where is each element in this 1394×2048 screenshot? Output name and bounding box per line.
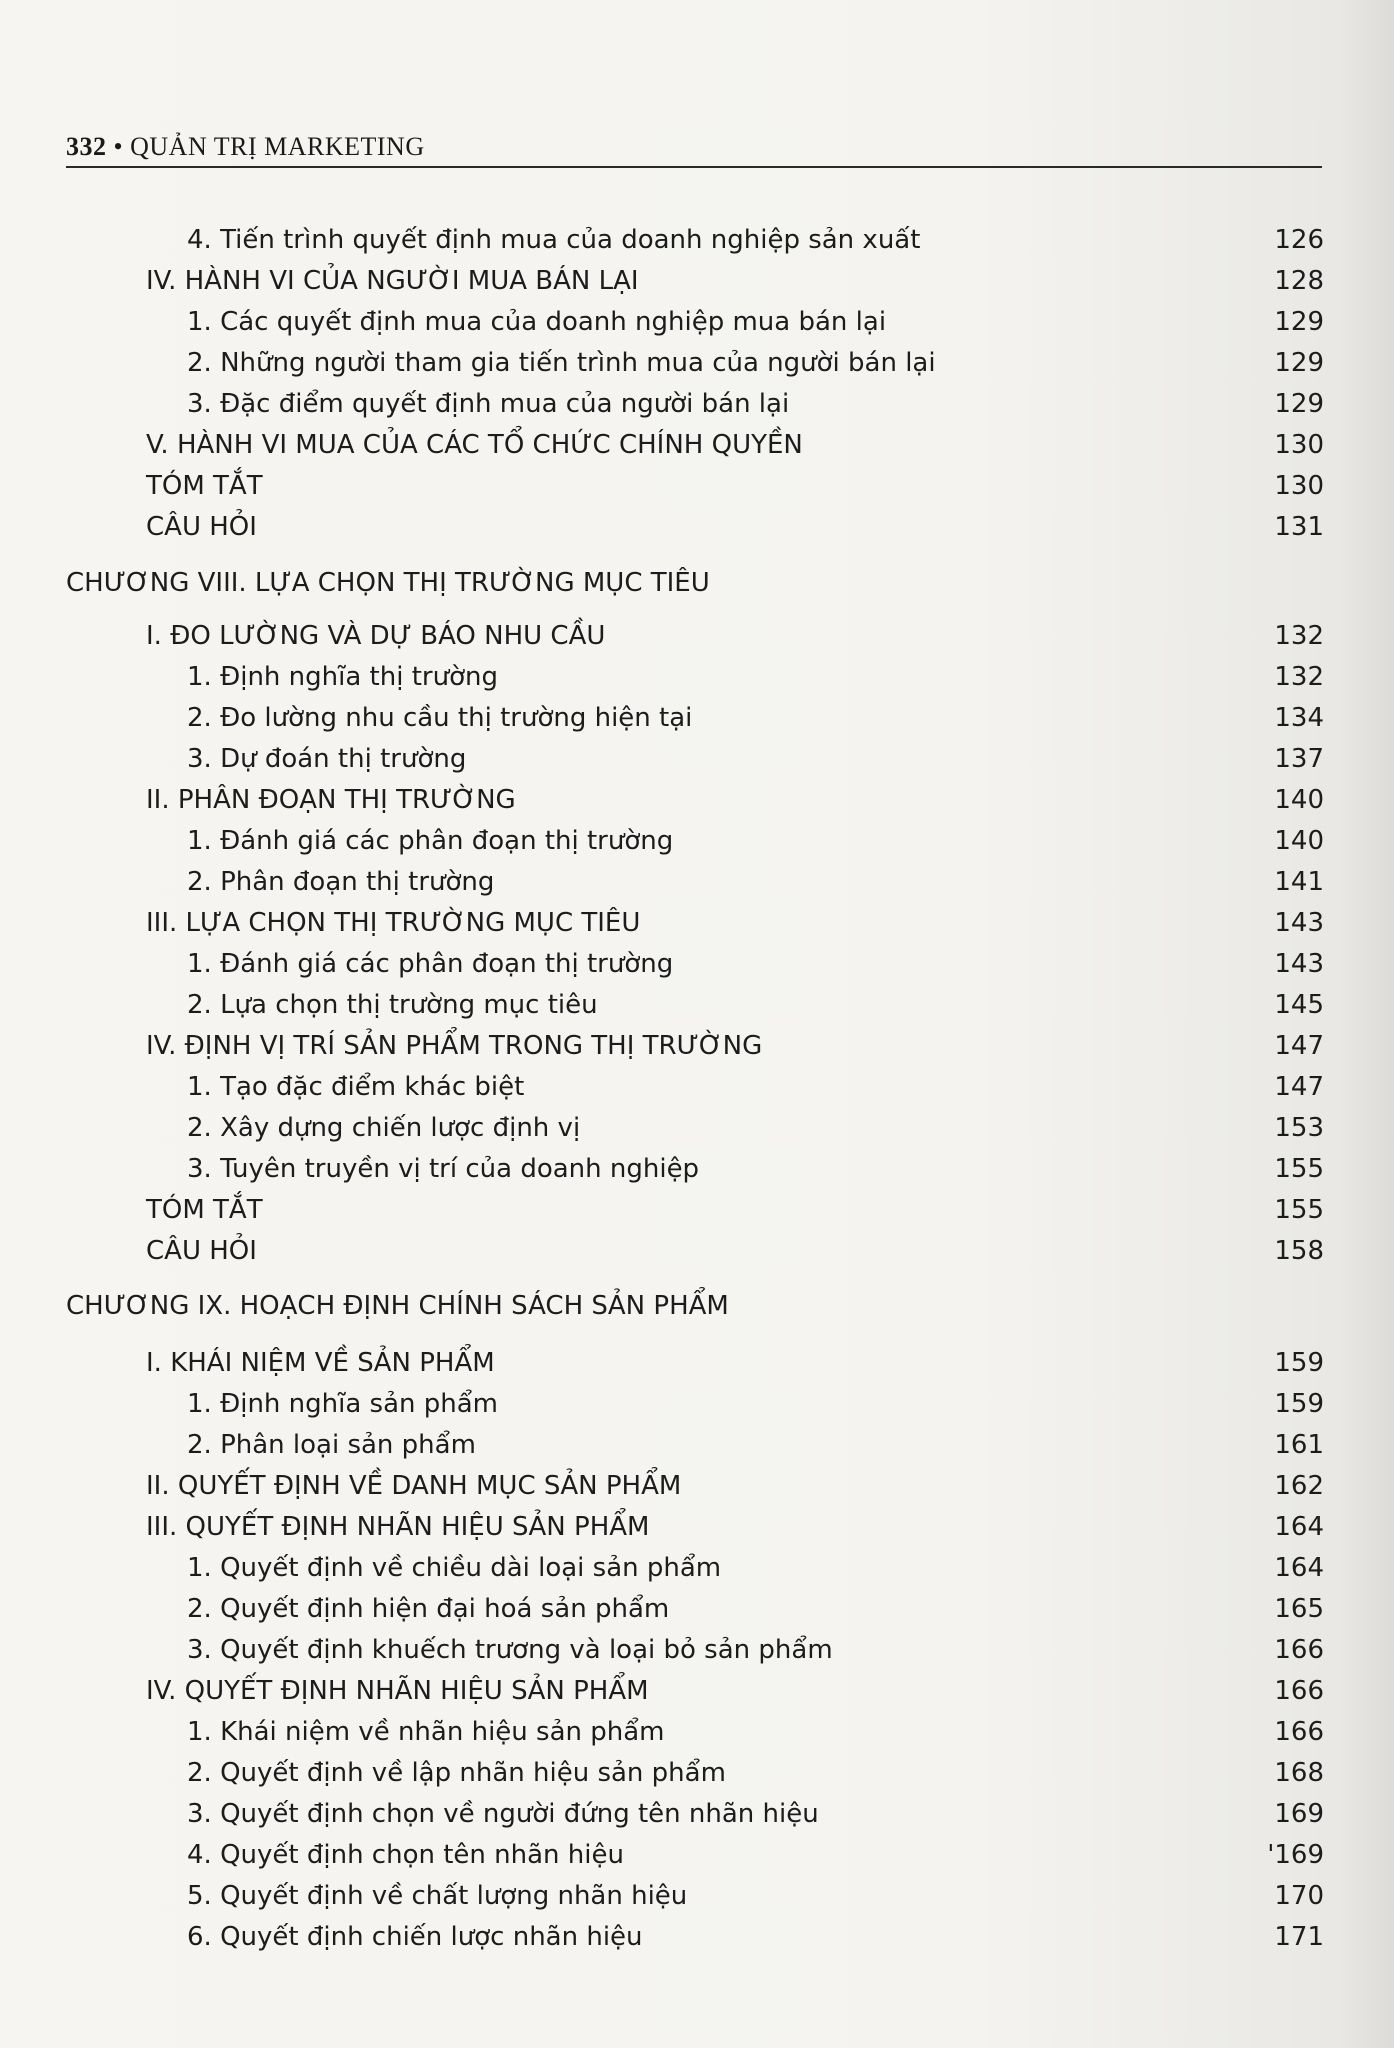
- entry-page: 129: [1274, 307, 1324, 337]
- page-number: 332: [66, 132, 107, 161]
- chapter-title: CHƯƠNG VIII. LỰA CHỌN THỊ TRƯỜNG MỤC TIÊU: [66, 568, 710, 598]
- entry-title: I. ĐO LƯỜNG VÀ DỰ BÁO NHU CẦU: [146, 621, 606, 651]
- toc-entry: [0, 386, 1394, 422]
- entry-title: 1. Định nghĩa thị trường: [187, 662, 498, 692]
- entry-page: 137: [1274, 744, 1324, 774]
- toc-entry: [0, 864, 1394, 900]
- entry-title: 1. Khái niệm về nhãn hiệu sản phẩm: [187, 1717, 665, 1747]
- entry-page: 140: [1274, 826, 1324, 856]
- entry-title: IV. QUYẾT ĐỊNH NHÃN HIỆU SẢN PHẨM: [146, 1676, 649, 1706]
- toc-entry: [0, 741, 1394, 777]
- entry-page: 164: [1274, 1553, 1324, 1583]
- toc-chapter: [0, 1288, 1394, 1324]
- entry-page: 126: [1274, 225, 1324, 255]
- entry-title: 3. Dự đoán thị trường: [187, 744, 467, 774]
- entry-title: 3. Quyết định khuếch trương và loại bỏ sản phẩm: [187, 1635, 833, 1665]
- entry-page: 164: [1274, 1512, 1324, 1542]
- toc-entry: [0, 700, 1394, 736]
- entry-title: 2. Phân đoạn thị trường: [187, 867, 495, 897]
- toc-entry: [0, 1386, 1394, 1422]
- entry-title: TÓM TẮT: [146, 471, 263, 501]
- entry-title: V. HÀNH VI MUA CỦA CÁC TỔ CHỨC CHÍNH QUYỀN: [146, 430, 803, 460]
- toc-entry: [0, 1796, 1394, 1832]
- entry-title: 3. Quyết định chọn về người đứng tên nhãn hiệu: [187, 1799, 819, 1829]
- toc-entry: [0, 1151, 1394, 1187]
- entry-page: 158: [1274, 1236, 1324, 1266]
- entry-title: II. QUYẾT ĐỊNH VỀ DANH MỤC SẢN PHẨM: [146, 1471, 682, 1501]
- entry-title: 3. Đặc điểm quyết định mua của người bán lại: [187, 389, 790, 419]
- toc-entry: [0, 782, 1394, 818]
- entry-title: 2. Những người tham gia tiến trình mua của người bán lại: [187, 348, 936, 378]
- entry-page: 143: [1274, 949, 1324, 979]
- entry-page: 171: [1274, 1922, 1324, 1952]
- entry-page: 143: [1274, 908, 1324, 938]
- toc-entry: [0, 304, 1394, 340]
- toc-entry: [0, 1755, 1394, 1791]
- entry-page: 129: [1274, 348, 1324, 378]
- toc-entry: [0, 1878, 1394, 1914]
- toc-entry: [0, 946, 1394, 982]
- toc-entry: [0, 1550, 1394, 1586]
- entry-page: 153: [1274, 1113, 1324, 1143]
- entry-page: 129: [1274, 389, 1324, 419]
- entry-title: 1. Định nghĩa sản phẩm: [187, 1389, 499, 1419]
- entry-page: 155: [1274, 1154, 1324, 1184]
- entry-title: IV. HÀNH VI CỦA NGƯỜI MUA BÁN LẠI: [146, 266, 639, 296]
- toc-entry: [0, 1919, 1394, 1955]
- entry-page: 166: [1274, 1676, 1324, 1706]
- toc-entry: [0, 1837, 1394, 1873]
- entry-title: 2. Phân loại sản phẩm: [187, 1430, 476, 1460]
- entry-title: IV. ĐỊNH VỊ TRÍ SẢN PHẨM TRONG THỊ TRƯỜNG: [146, 1031, 763, 1061]
- entry-title: I. KHÁI NIỆM VỀ SẢN PHẨM: [146, 1348, 495, 1378]
- entry-title: 2. Quyết định hiện đại hoá sản phẩm: [187, 1594, 670, 1624]
- entry-title: 1. Đánh giá các phân đoạn thị trường: [187, 826, 674, 856]
- toc-entry: [0, 1028, 1394, 1064]
- entry-page: 147: [1274, 1072, 1324, 1102]
- entry-title: 2. Lựa chọn thị trường mục tiêu: [187, 990, 598, 1020]
- entry-title: III. QUYẾT ĐỊNH NHÃN HIỆU SẢN PHẨM: [146, 1512, 650, 1542]
- entry-title: CÂU HỎI: [146, 1236, 257, 1266]
- entry-page: 166: [1274, 1717, 1324, 1747]
- entry-title: 2. Xây dựng chiến lược định vị: [187, 1113, 581, 1143]
- toc-entry: [0, 345, 1394, 381]
- entry-title: 1. Các quyết định mua của doanh nghiệp mua bán lại: [187, 307, 887, 337]
- entry-page: 165: [1274, 1594, 1324, 1624]
- entry-title: III. LỰA CHỌN THỊ TRƯỜNG MỤC TIÊU: [146, 908, 641, 938]
- entry-page: 134: [1274, 703, 1324, 733]
- entry-title: 1. Tạo đặc điểm khác biệt: [187, 1072, 525, 1102]
- toc-entry: [0, 987, 1394, 1023]
- toc-entry: [0, 618, 1394, 654]
- toc-entry: [0, 1192, 1394, 1228]
- toc-entry: [0, 1714, 1394, 1750]
- entry-page: '169: [1267, 1840, 1324, 1870]
- toc-entry: [0, 1427, 1394, 1463]
- toc-entry: [0, 222, 1394, 258]
- toc-entry: [0, 1591, 1394, 1627]
- entry-page: 162: [1274, 1471, 1324, 1501]
- entry-page: 166: [1274, 1635, 1324, 1665]
- entry-title: CÂU HỎI: [146, 512, 257, 542]
- entry-page: 132: [1274, 662, 1324, 692]
- entry-page: 131: [1274, 512, 1324, 542]
- toc-entry: [0, 1468, 1394, 1504]
- entry-page: 155: [1274, 1195, 1324, 1225]
- chapter-title: CHƯƠNG IX. HOẠCH ĐỊNH CHÍNH SÁCH SẢN PHẨM: [66, 1291, 729, 1321]
- entry-page: 170: [1274, 1881, 1324, 1911]
- entry-page: 161: [1274, 1430, 1324, 1460]
- toc-entry: [0, 1345, 1394, 1381]
- entry-title: 4. Quyết định chọn tên nhãn hiệu: [187, 1840, 624, 1870]
- entry-page: 132: [1274, 621, 1324, 651]
- toc-entry: [0, 823, 1394, 859]
- book-title: QUẢN TRỊ MARKETING: [130, 132, 425, 161]
- entry-page: 159: [1274, 1389, 1324, 1419]
- entry-title: II. PHÂN ĐOẠN THỊ TRƯỜNG: [146, 785, 516, 815]
- toc-entry: [0, 1069, 1394, 1105]
- entry-page: 140: [1274, 785, 1324, 815]
- entry-page: 130: [1274, 430, 1324, 460]
- entry-title: TÓM TẮT: [146, 1195, 263, 1225]
- entry-page: 169: [1274, 1799, 1324, 1829]
- entry-page: 128: [1274, 266, 1324, 296]
- entry-title: 5. Quyết định về chất lượng nhãn hiệu: [187, 1881, 688, 1911]
- toc-entry: [0, 1509, 1394, 1545]
- toc-entry: [0, 905, 1394, 941]
- toc-entry: [0, 659, 1394, 695]
- entry-page: 141: [1274, 867, 1324, 897]
- toc-chapter: [0, 565, 1394, 601]
- header-bullet: •: [113, 132, 124, 161]
- entry-page: 168: [1274, 1758, 1324, 1788]
- entry-title: 6. Quyết định chiến lược nhãn hiệu: [187, 1922, 643, 1952]
- toc-entry: [0, 427, 1394, 463]
- entry-title: 1. Đánh giá các phân đoạn thị trường: [187, 949, 674, 979]
- toc-entry: [0, 263, 1394, 299]
- entry-page: 147: [1274, 1031, 1324, 1061]
- toc-entry: [0, 1632, 1394, 1668]
- entry-page: 145: [1274, 990, 1324, 1020]
- toc-entry: [0, 509, 1394, 545]
- entry-title: 1. Quyết định về chiều dài loại sản phẩm: [187, 1553, 722, 1583]
- toc-entry: [0, 1110, 1394, 1146]
- entry-title: 4. Tiến trình quyết định mua của doanh nghiệp sản xuất: [187, 225, 921, 255]
- entry-page: 130: [1274, 471, 1324, 501]
- entry-title: 2. Đo lường nhu cầu thị trường hiện tại: [187, 703, 693, 733]
- toc-entry: [0, 1233, 1394, 1269]
- entry-title: 2. Quyết định về lập nhãn hiệu sản phẩm: [187, 1758, 726, 1788]
- toc-entry: [0, 1673, 1394, 1709]
- entry-page: 159: [1274, 1348, 1324, 1378]
- entry-title: 3. Tuyên truyền vị trí của doanh nghiệp: [187, 1154, 700, 1184]
- toc-entry: [0, 468, 1394, 504]
